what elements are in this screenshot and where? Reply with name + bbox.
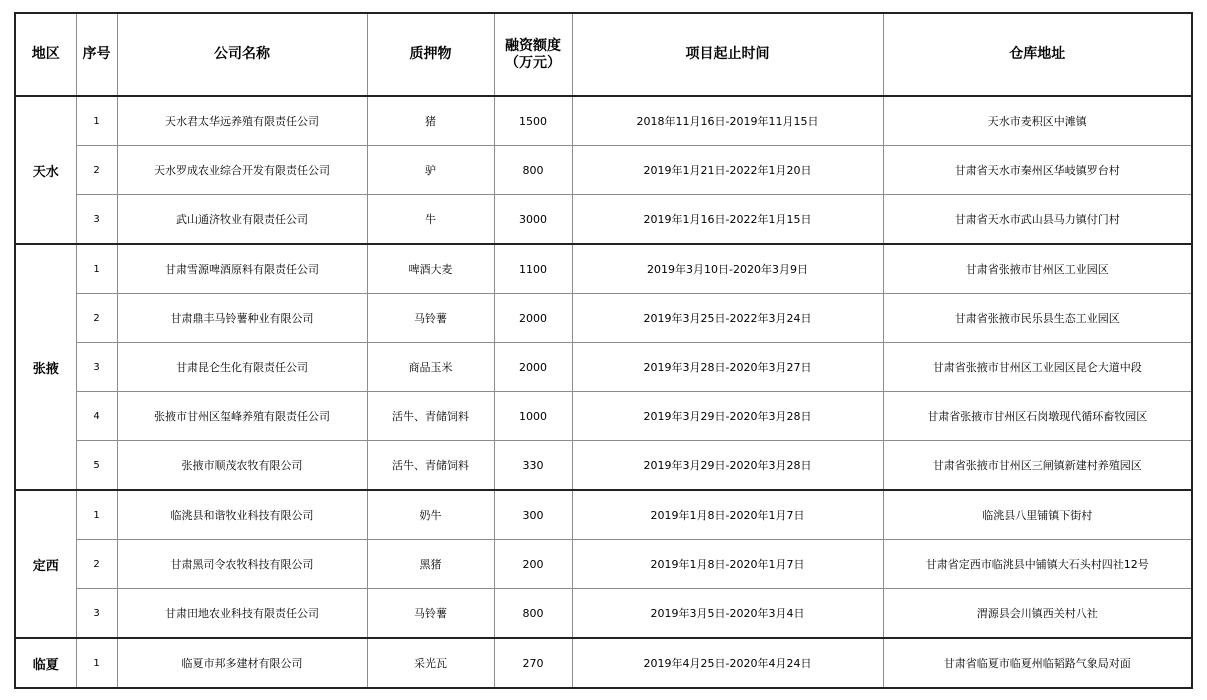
company-cell: 张掖市甘州区玺峰养殖有限责任公司: [117, 392, 367, 441]
address-cell: 甘肃省定西市临洮县中铺镇大石头村四社12号: [883, 540, 1192, 589]
amount-cell: 1000: [494, 392, 572, 441]
period-cell: 2019年4月25日-2020年4月24日: [572, 638, 883, 688]
header-address: 仓库地址: [883, 13, 1192, 96]
collateral-cell: 奶牛: [367, 490, 494, 540]
company-cell: 甘肃黑司令农牧科技有限公司: [117, 540, 367, 589]
table-row: [15, 441, 1192, 491]
region-cell: 天水: [15, 96, 76, 244]
collateral-cell: 活牛、青储饲料: [367, 392, 494, 441]
amount-cell: 800: [494, 146, 572, 195]
address-cell: 甘肃省张掖市甘州区石岗墩现代循环畜牧园区: [883, 392, 1192, 441]
header-collateral: 质押物: [367, 13, 494, 96]
collateral-cell: 牛: [367, 195, 494, 245]
financing-table: [14, 12, 1193, 689]
collateral-cell: 猪: [367, 96, 494, 146]
company-cell: 张掖市顺茂农牧有限公司: [117, 441, 367, 491]
table-row: [15, 146, 1192, 195]
seq-cell: 4: [76, 392, 117, 441]
company-cell: 甘肃田地农业科技有限责任公司: [117, 589, 367, 639]
collateral-cell: 黑猪: [367, 540, 494, 589]
address-cell: 甘肃省张掖市甘州区三闸镇新建村养殖园区: [883, 441, 1192, 491]
period-cell: 2019年1月16日-2022年1月15日: [572, 195, 883, 245]
company-cell: 甘肃昆仑生化有限责任公司: [117, 343, 367, 392]
table-row: [15, 392, 1192, 441]
period-cell: 2019年3月5日-2020年3月4日: [572, 589, 883, 639]
address-cell: 甘肃省天水市秦州区华岐镇罗台村: [883, 146, 1192, 195]
company-cell: 临洮县和谐牧业科技有限公司: [117, 490, 367, 540]
amount-cell: 800: [494, 589, 572, 639]
period-cell: 2019年3月10日-2020年3月9日: [572, 244, 883, 294]
region-cell: 临夏: [15, 638, 76, 688]
collateral-cell: 采光瓦: [367, 638, 494, 688]
header-seq: 序号: [76, 13, 117, 96]
seq-cell: 1: [76, 490, 117, 540]
seq-cell: 5: [76, 441, 117, 491]
seq-cell: 1: [76, 96, 117, 146]
seq-cell: 2: [76, 540, 117, 589]
amount-cell: 1100: [494, 244, 572, 294]
seq-cell: 2: [76, 294, 117, 343]
amount-cell: 270: [494, 638, 572, 688]
amount-cell: 1500: [494, 96, 572, 146]
region-cell: 张掖: [15, 244, 76, 490]
collateral-cell: 活牛、青储饲料: [367, 441, 494, 491]
table-row: [15, 195, 1192, 245]
period-cell: 2019年3月25日-2022年3月24日: [572, 294, 883, 343]
seq-cell: 2: [76, 146, 117, 195]
header-region: 地区: [15, 13, 76, 96]
company-cell: 武山通济牧业有限责任公司: [117, 195, 367, 245]
table-row: [15, 96, 1192, 146]
amount-cell: 300: [494, 490, 572, 540]
address-cell: 临洮县八里铺镇下街村: [883, 490, 1192, 540]
amount-cell: 2000: [494, 343, 572, 392]
collateral-cell: 驴: [367, 146, 494, 195]
collateral-cell: 马铃薯: [367, 294, 494, 343]
header-period: 项目起止时间: [572, 13, 883, 96]
table-body: [15, 96, 1192, 688]
period-cell: 2019年3月29日-2020年3月28日: [572, 441, 883, 491]
collateral-cell: 啤酒大麦: [367, 244, 494, 294]
company-cell: 天水罗成农业综合开发有限责任公司: [117, 146, 367, 195]
table-row: [15, 294, 1192, 343]
table-row: [15, 244, 1192, 294]
period-cell: 2019年1月8日-2020年1月7日: [572, 540, 883, 589]
address-cell: 甘肃省张掖市甘州区工业园区: [883, 244, 1192, 294]
amount-cell: 200: [494, 540, 572, 589]
period-cell: 2018年11月16日-2019年11月15日: [572, 96, 883, 146]
address-cell: 甘肃省张掖市甘州区工业园区昆仑大道中段: [883, 343, 1192, 392]
header-amount-line2: （万元）: [505, 54, 561, 71]
amount-cell: 2000: [494, 294, 572, 343]
seq-cell: 3: [76, 195, 117, 245]
header-amount-line1: 融资额度: [505, 37, 561, 54]
amount-cell: 330: [494, 441, 572, 491]
collateral-cell: 商品玉米: [367, 343, 494, 392]
period-cell: 2019年3月29日-2020年3月28日: [572, 392, 883, 441]
period-cell: 2019年1月21日-2022年1月20日: [572, 146, 883, 195]
table-row: [15, 638, 1192, 688]
address-cell: 甘肃省张掖市民乐县生态工业园区: [883, 294, 1192, 343]
address-cell: 渭源县会川镇西关村八社: [883, 589, 1192, 639]
amount-cell: 3000: [494, 195, 572, 245]
address-cell: 甘肃省天水市武山县马力镇付门村: [883, 195, 1192, 245]
header-company: 公司名称: [117, 13, 367, 96]
company-cell: 甘肃雪源啤酒原料有限责任公司: [117, 244, 367, 294]
address-cell: 甘肃省临夏市临夏州临韬路气象局对面: [883, 638, 1192, 688]
header-row: [15, 13, 1192, 96]
company-cell: 甘肃鼎丰马铃薯种业有限公司: [117, 294, 367, 343]
table-row: [15, 343, 1192, 392]
financing-table-container: [14, 12, 1193, 689]
company-cell: 天水君太华远养殖有限责任公司: [117, 96, 367, 146]
company-cell: 临夏市邦多建材有限公司: [117, 638, 367, 688]
seq-cell: 1: [76, 244, 117, 294]
table-row: [15, 490, 1192, 540]
seq-cell: 3: [76, 343, 117, 392]
region-cell: 定西: [15, 490, 76, 638]
table-row: [15, 589, 1192, 639]
address-cell: 天水市麦积区中滩镇: [883, 96, 1192, 146]
seq-cell: 3: [76, 589, 117, 639]
collateral-cell: 马铃薯: [367, 589, 494, 639]
period-cell: 2019年1月8日-2020年1月7日: [572, 490, 883, 540]
period-cell: 2019年3月28日-2020年3月27日: [572, 343, 883, 392]
table-row: [15, 540, 1192, 589]
header-amount: [494, 13, 572, 96]
seq-cell: 1: [76, 638, 117, 688]
